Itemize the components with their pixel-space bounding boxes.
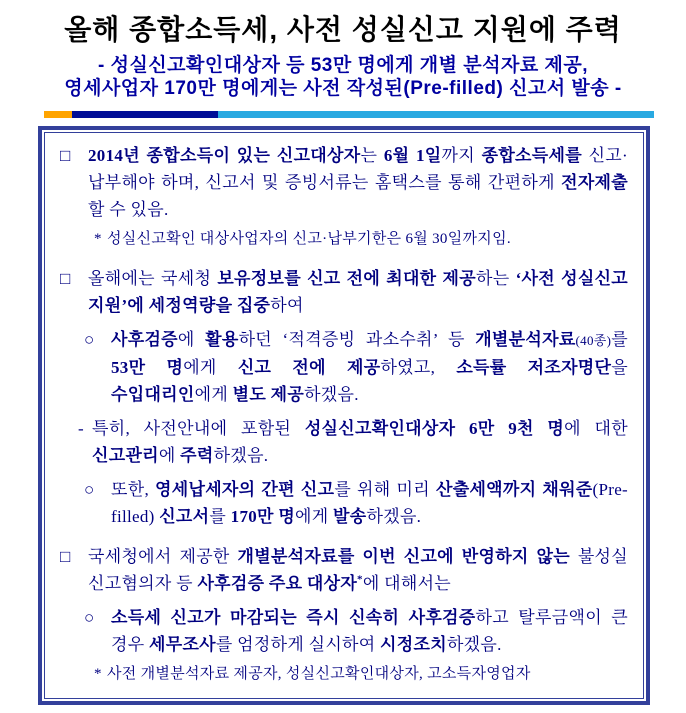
bullet-dash-confirmation-targets-text: 특히, 사전안내에 포함된 성실신고확인대상자 6만 9천 명에 대한 신고관리에 주력하겠음. — [92, 419, 629, 465]
note-confirmation-deadline — [59, 227, 628, 252]
page-title: 올해 종합소득세, 사전 성실신고 지원에 주력 — [64, 14, 622, 45]
bullet-post-verification-action-text: 소득세 신고가 마감되는 즉시 신속히 사후검증하고 탈루금액이 큰 경우 세무조사를 엄정하게 실시하여 시정조치하겠음. — [111, 608, 628, 654]
subtitle-line-2: 영세사업자 170만 명에게는 사전 작성된(Pre-filled) 신고서 발송 - — [64, 78, 622, 99]
para-post-verification-targets — [59, 543, 628, 597]
para-filing-deadline-text: 2014년 종합소득이 있는 신고대상자는 6월 1일까지 종합소득세를 신고·납부해야 하며, 신고서 및 증빙서류는 홈택스를 통해 간편하게 전자제출 할 수 있음. — [88, 146, 628, 219]
note-confirmation-deadline-text: 성실신고확인 대상사업자의 신고·납부기한은 6월 30일까지임. — [107, 231, 511, 247]
asterisk-marker-icon: * — [94, 666, 102, 682]
circle-bullet-icon: ○ — [84, 608, 95, 627]
square-bullet-icon: □ — [60, 146, 71, 165]
content-box — [38, 126, 650, 705]
bullet-post-verification-action — [59, 604, 628, 658]
circle-bullet-icon: ○ — [84, 330, 95, 349]
square-bullet-icon: □ — [60, 269, 71, 288]
para-pre-filing-support-text: 올해에는 국세청 보유정보를 신고 전에 최대한 제공하는 ‘사전 성실신고 지원’에 세정역량을 집중하여 — [88, 269, 629, 315]
circle-bullet-icon: ○ — [84, 480, 95, 499]
subtitle-line-1: - 성실신고확인대상자 등 53만 명에게 개별 분석자료 제공, — [98, 55, 588, 76]
bullet-prefilled-returns — [59, 476, 628, 530]
para-pre-filing-support — [59, 265, 628, 319]
divider-bar — [44, 111, 654, 118]
divider-segment-cyan — [218, 111, 654, 118]
para-post-verification-targets-text: 국세청에서 제공한 개별분석자료를 이번 신고에 반영하지 않는 불성실 신고혐의자 등 사후검증 주요 대상자*에 대해서는 — [88, 547, 628, 593]
asterisk-marker-icon: * — [94, 231, 102, 247]
bullet-dash-confirmation-targets — [59, 415, 628, 469]
bullet-analysis-data — [59, 326, 628, 408]
note-target-definition-text: 사전 개별분석자료 제공자, 성실신고확인대상자, 고소득자영업자 — [107, 666, 531, 682]
subtitle — [0, 54, 686, 100]
body-content — [44, 132, 644, 699]
square-bullet-icon: □ — [60, 547, 71, 566]
dash-bullet-icon: - — [78, 419, 84, 438]
bullet-analysis-data-text: 사후검증에 활용하던 ‘적격증빙 과소수취’ 등 개별분석자료(40종)를 53만 명에게 신고 전에 제공하였고, 소득률 저조자명단을 수입대리인에게 별도 제공하겠음. — [111, 330, 628, 404]
para-filing-deadline — [59, 142, 628, 223]
note-target-definition — [59, 662, 628, 687]
divider-segment-orange — [44, 111, 72, 118]
divider-segment-navy — [72, 111, 218, 118]
bullet-prefilled-returns-text: 또한, 영세납세자의 간편 신고를 위해 미리 산출세액까지 채워준(Pre-filled) 신고서를 170만 명에게 발송하겠음. — [111, 480, 629, 526]
